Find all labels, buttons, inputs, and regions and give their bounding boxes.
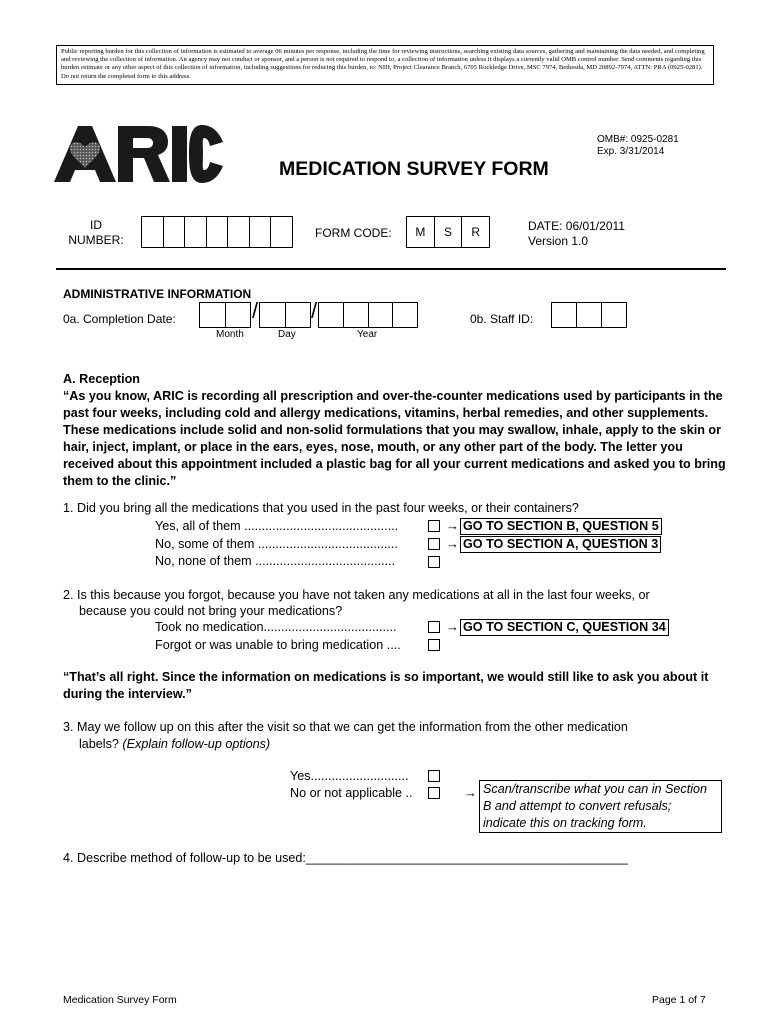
year-caption: Year [357,329,378,340]
completion-date-label: 0a. Completion Date: [63,312,176,326]
year-field[interactable] [318,302,418,328]
q3-text-line2 [79,736,270,753]
id-number-label [62,218,130,248]
admin-heading: ADMINISTRATIVE INFORMATION [63,287,252,301]
q3-option-no-checkbox[interactable] [428,787,440,799]
form-code-letter: S [435,217,463,247]
form-code-letter: M [407,217,435,247]
footer-page-number: Page 1 of 7 [652,994,706,1006]
q2-option-label: Forgot or was unable to bring medication .... [155,638,401,652]
q2-option-label: Took no medication...................................... [155,620,397,634]
goto-box: GO TO SECTION A, QUESTION 3 [460,536,661,553]
staff-id-label: 0b. Staff ID: [470,312,534,326]
q2-option-none-checkbox[interactable] [428,621,440,633]
date-version [528,219,625,249]
id-label-line1: ID [90,218,102,232]
month-caption: Month [216,329,244,340]
omb-number: OMB#: 0925-0281 [597,134,679,145]
date-separator: / [311,298,318,323]
q2-option-forgot-checkbox[interactable] [428,639,440,651]
q1-option-label: Yes, all of them ............................................ [155,519,399,533]
q1-option-some-checkbox[interactable] [428,538,440,550]
q3-text-line1: 3. May we follow up on this after the visit so that we can get the information from the other medication [63,720,628,734]
staff-id-field[interactable] [551,302,627,328]
day-caption: Day [278,329,296,340]
goto-box: GO TO SECTION B, QUESTION 5 [460,518,662,535]
month-field[interactable] [199,302,251,328]
q3-text-prefix: labels? [79,737,123,751]
q1-option-label: No, none of them ........................................ [155,554,396,568]
arrow-icon: → [446,619,459,634]
q2-text-line1: 2. Is this because you forgot, because you have not taken any medications at all in the last four weeks, or [63,588,650,602]
q1-text: 1. Did you bring all the medications that you used in the past four weeks, or their containers? [63,501,579,515]
id-label-line2: NUMBER: [68,233,124,247]
q3-option-label: No or not applicable .. [290,786,413,800]
form-date: DATE: 06/01/2011 [528,219,625,233]
omb-expiry: Exp. 3/31/2014 [597,146,665,157]
q3-option-label: Yes............................ [290,769,409,783]
page-title: MEDICATION SURVEY FORM [279,158,549,180]
q1-option-none-checkbox[interactable] [428,556,440,568]
omb-info [597,134,679,158]
q4-text: 4. Describe method of follow-up to be used:______________________________________________ [63,851,629,865]
id-number-field[interactable] [141,216,293,248]
section-divider [56,268,726,270]
q1-option-yes-checkbox[interactable] [428,520,440,532]
section-a-heading: A. Reception [63,372,140,386]
footer-form-name: Medication Survey Form [63,994,177,1006]
followup-note: Scan/transcribe what you can in Section B and attempt to convert refusals; indicate this on tracking form. [479,780,722,833]
arrow-icon: → [464,785,477,800]
arrow-icon: → [446,536,459,551]
arrow-icon: → [446,518,459,533]
q3-option-yes-checkbox[interactable] [428,770,440,782]
q3-text-italic: (Explain follow-up options) [122,737,271,751]
date-separator: / [252,298,259,323]
day-field[interactable] [259,302,311,328]
form-code-letter: R [471,225,481,239]
aric-logo [52,124,224,184]
burden-notice: Public reporting burden for this collection of information is estimated to average 06 minutes per response, including the time for reviewing instructions, searching existing data sources, gathering and maintaining the data needed, and completing and reviewing the collection of information. An agency may not conduct or sponsor, and a person is not required to respond to, a collection of information unless it displays a currently valid OMB control number. Send comments regarding this burden estimate or any other aspect of this collection of information, including suggestions for reducing this burden, to: NIH, Project Clearance Branch, 6705 Rockledge Drive, MSC 7974, Bethesda, MD 20892-7974, ATTN: PRA (0925-0281). Do not return the completed form to this address. [56,45,714,85]
section-a-intro: “As you know, ARIC is recording all prescription and over-the-counter medications used by participants in the past four weeks, including cold and allergy medications, vitamins, herbal remedies, and other supplements. These medications include solid and non-solid formulations that you may swallow, inhale, apply to the skin or hair, inject, implant, or place in the ears, eyes, nose, mouth, or any other part of the body. The letter you received about this appointment included a plastic bag for all your current medications and asked you to bring them to the clinic.” [63,389,726,488]
reassurance-text: “That’s all right. Since the information on medications is so important, we would still like to ask you about it during the interview.” [63,670,709,701]
form-version: Version 1.0 [528,234,589,248]
form-code-label: FORM CODE: [315,226,392,240]
goto-box: GO TO SECTION C, QUESTION 34 [460,619,669,636]
q1-option-label: No, some of them ........................................ [155,537,398,551]
q2-text-line2: because you could not bring your medications? [79,604,343,618]
form-code-boxes [406,216,490,248]
